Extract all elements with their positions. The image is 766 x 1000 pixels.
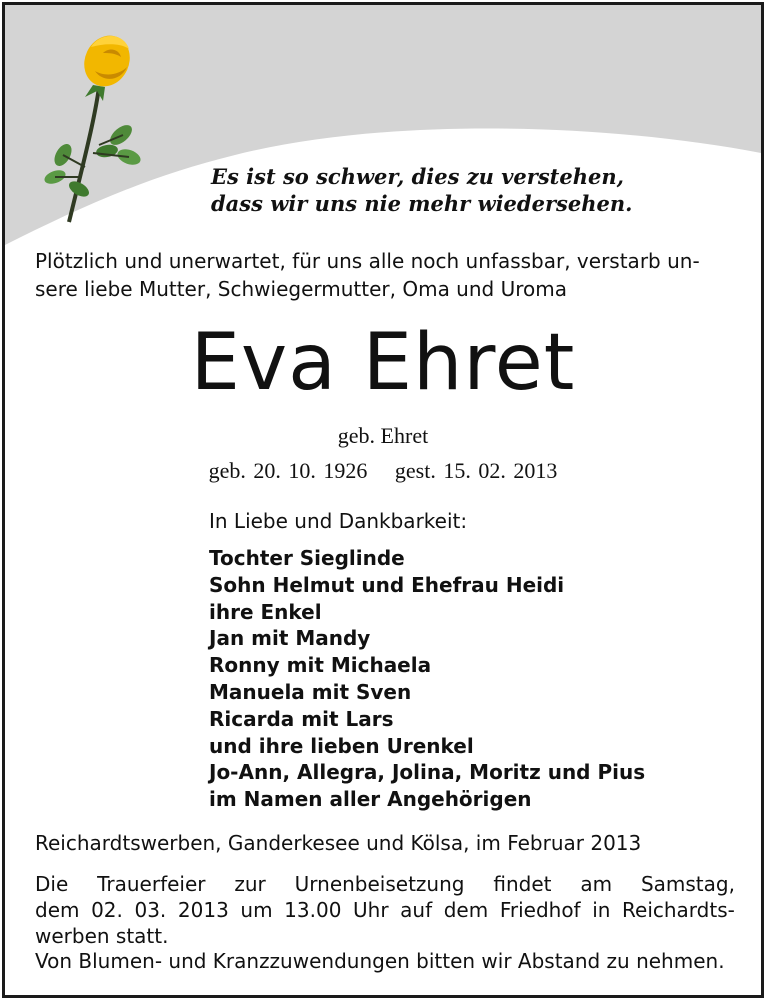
- verse-line-2: dass wir uns nie mehr wiedersehen.: [211, 191, 633, 216]
- rose-icon: [33, 27, 153, 227]
- deceased-name: Eva Ehret: [190, 318, 576, 408]
- intro-line-2: sere liebe Mutter, Schwiegermutter, Oma und Uroma: [35, 277, 567, 301]
- service-word: Friedhof: [499, 898, 581, 922]
- service-line-3-text: werben statt.: [35, 924, 169, 948]
- intro-line-1: Plötzlich und unerwartet, für uns alle noch unfassbar, verstarb un-: [35, 249, 700, 273]
- service-line-1: [35, 871, 735, 897]
- birth-date: geb. 20. 10. 1926: [208, 458, 368, 483]
- mourner-line: im Namen aller Angehörigen: [209, 787, 532, 812]
- obituary-frame: [2, 2, 764, 998]
- service-notice: [35, 871, 735, 949]
- service-word: 03.: [134, 898, 167, 922]
- service-line-2: [35, 897, 735, 923]
- place-date: Reichardtswerben, Ganderkesee und Kölsa, im Februar 2013: [35, 831, 642, 855]
- service-word: 13.00: [284, 898, 342, 922]
- service-word: Reichardts-: [622, 898, 735, 922]
- life-dates: [5, 458, 761, 484]
- mourner-line: Manuela mit Sven: [209, 679, 412, 704]
- mourner-line: ihre Enkel: [209, 599, 322, 624]
- mourner-line: Ricarda mit Lars: [209, 706, 394, 731]
- flowers-note: Von Blumen- und Kranzzuwendungen bitten wir Abstand zu nehmen.: [35, 949, 725, 973]
- verse: [211, 163, 632, 217]
- mourner-line: Tochter Sieglinde: [209, 546, 405, 570]
- service-word: in: [592, 898, 611, 922]
- mourner-line: und ihre lieben Urenkel: [209, 733, 474, 758]
- service-word: Uhr: [353, 898, 389, 922]
- service-word: dem: [35, 898, 80, 922]
- service-word: Urnenbeisetzung: [294, 872, 465, 896]
- service-word: 2013: [177, 898, 229, 922]
- service-word: dem: [443, 898, 489, 922]
- mourner-line: Ronny mit Michaela: [209, 653, 432, 678]
- service-word: am: [580, 872, 613, 896]
- mourners-list: [209, 545, 645, 813]
- service-word: 02.: [91, 898, 123, 922]
- service-word: um: [240, 898, 273, 922]
- service-word: Samstag,: [640, 872, 735, 896]
- service-word: Trauerfeier: [97, 872, 206, 896]
- maiden-name: geb. Ehret: [337, 423, 429, 448]
- death-date: gest. 15. 02. 2013: [394, 458, 558, 483]
- service-word: Die: [35, 872, 69, 896]
- intro-text: [35, 247, 735, 303]
- service-word: zur: [234, 872, 266, 896]
- mourners-heading: In Liebe und Dankbarkeit:: [209, 509, 468, 533]
- verse-line-1: Es ist so schwer, dies zu verstehen,: [211, 164, 624, 189]
- service-line-3: [35, 923, 735, 949]
- mourner-line: Jo-Ann, Allegra, Jolina, Moritz und Pius: [209, 760, 646, 785]
- service-word: findet: [493, 872, 552, 896]
- mourner-line: Sohn Helmut und Ehefrau Heidi: [209, 572, 565, 597]
- mourner-line: Jan mit Mandy: [209, 626, 371, 651]
- service-word: auf: [400, 898, 433, 922]
